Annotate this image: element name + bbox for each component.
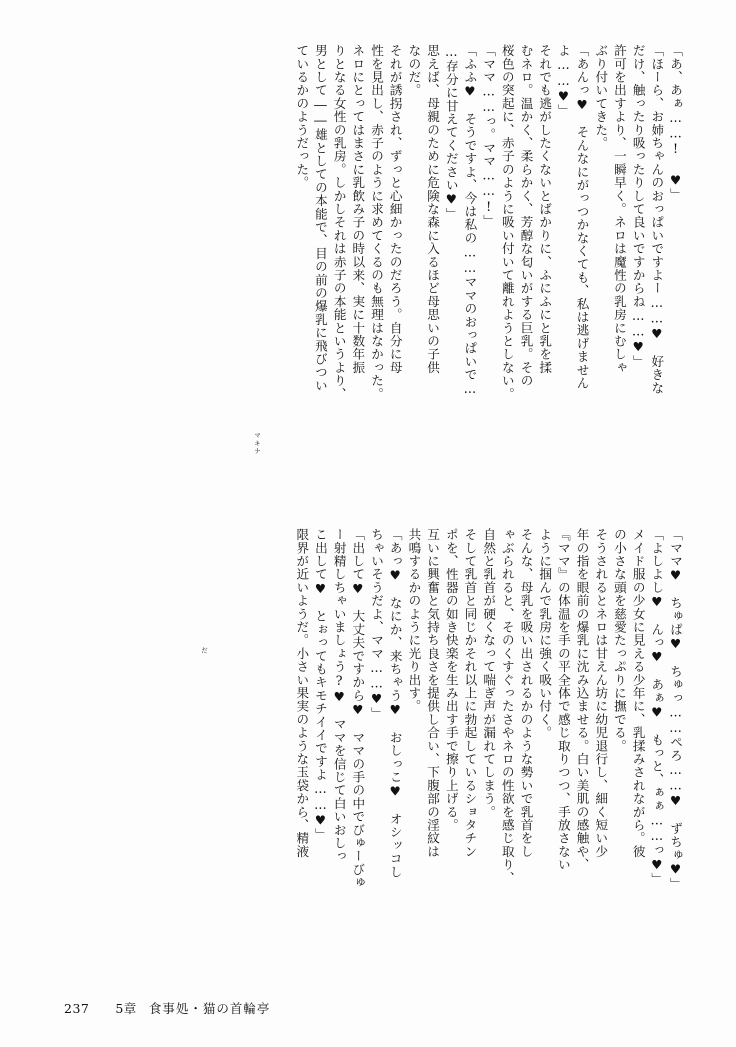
text-column: それでも逃がしたくないとばかりに、ふにふにと乳を揉 — [537, 44, 553, 374]
text-column: こ出して♥ とぉってもキモチイイですよ……♥」 — [312, 528, 328, 842]
text-block-upper — [289, 44, 681, 504]
text-column: 「ほーら、お姉ちゃんのおっぱいですよー……♥ 好きな — [649, 44, 665, 395]
ruby-annotation: マキナ — [253, 432, 261, 456]
text-column: 自然と乳首が硬くなって喘ぎ声が漏れてしまう。 — [481, 528, 497, 819]
text-column: そして乳首と同じかそれ以上に勃起しているショタチン — [462, 528, 478, 858]
text-column: そんな、母乳を吸い出されるかのような勢いで乳首をし — [518, 528, 534, 858]
text-column: 思えば、母親のために危険な森に入るほど母思いの子供 — [425, 44, 441, 374]
text-column: よ……♥」 — [555, 44, 571, 118]
text-column: 限界が近いようだ。小さい果実のような玉袋から、精液 — [294, 528, 310, 858]
text-column: りとなる女性の乳房。しかしそれは赤子の本能というより、 — [331, 44, 347, 401]
text-column: 「ママ♥ ちゅぱ♥ ちゅっ……ぺろ……♥ ずちゅ♥」 — [668, 528, 683, 891]
text-column: 許可を出すより、一瞬早く。ネロは魔性の乳房にむしゃ — [611, 44, 627, 374]
text-column: …存分に甘えてください♥」 — [443, 44, 459, 221]
text-column: 共鳴するかのように光り出す。 — [406, 528, 422, 713]
ruby-annotation: だ — [200, 647, 208, 655]
text-column: ぶり付いてきた。 — [593, 44, 609, 150]
text-column: ているかのようだった。 — [294, 44, 310, 190]
text-column: 『ママ』の体温を手の平全体で感じ取りつつ、手放さない — [555, 528, 571, 872]
text-column: 「あんっ♥ そんなにがっつかなくても、私は逃げません — [574, 44, 590, 390]
page-number: 237 — [64, 1001, 90, 1016]
text-column: そうされるとネロは甘えん坊に幼児退行し、細く短い少 — [593, 528, 609, 858]
text-column: 桜色の突起に、赤子のように吸い付いて離れようとしない。 — [499, 44, 515, 401]
text-column: むネロ。温かく、柔らかく、芳醇な匂いがする巨乳。その — [518, 44, 534, 388]
chapter-title: 食事処・猫の首輪亭 — [148, 1001, 271, 1016]
page-footer — [64, 999, 270, 1017]
text-column: 年の指を眼前の爆乳に沈み込ませる。白い美肌の感触や、 — [574, 528, 590, 872]
text-column: 「ママ……っ。ママ……!」 — [481, 44, 497, 228]
text-column: 「よしよし♥ んっ♥ あぁ♥ もっと、ぁぁ……っ♥」 — [649, 528, 665, 886]
text-column: 「ふふ♥ そうですよ、今は私の……ママのおっぱいで… — [462, 44, 478, 397]
text-column: ポを、性器の如き快楽を生み出す手で擦り上げる。 — [443, 528, 459, 832]
text-column: それが誘拐され、ずっと心細かったのだろう。自分に母 — [387, 44, 403, 374]
text-column: 男として――雄としての本能で、目の前の爆乳に飛びつい — [312, 44, 328, 392]
chapter-number: 5章 — [115, 1001, 137, 1016]
text-column: なのだ。 — [406, 44, 422, 97]
text-column: 互いに興奮と気持ち良さを提供し合い、下腹部の淫紋は — [425, 528, 441, 858]
text-column: ちゃいそうだよ、ママ……♥」 — [369, 528, 384, 720]
text-column: ー射精しちゃいましょう?♥ ママを信じて白いおしっ — [331, 528, 347, 863]
text-column: の小さな頭を慈愛たっぷりに撫でる。 — [611, 528, 627, 753]
text-column: 「あ、あぁ……! ♥」 — [668, 44, 683, 202]
text-block-lower — [289, 528, 681, 958]
text-column: ように掴んで乳房に強く吸い付く。 — [537, 528, 553, 740]
text-column: ゃぶられると、そのくすぐったさやネロの性欲を感じ取り、 — [499, 528, 515, 885]
text-column: メイド服の少女に見える少年に、乳揉みされながら。彼 — [630, 528, 646, 858]
text-column: だけ、触ったり吸ったりして良いですからね……♥」 — [630, 44, 646, 368]
text-column: ネロにとってはまさに乳飲み子の時以来、実に十数年振 — [350, 44, 366, 374]
text-column: 「出して♥ 大丈夫ですから♥ ママの手の中でびゅーびゅ — [350, 528, 366, 890]
text-column: 「あっ♥ なにか、来ちゃう♥ おしっこ♥ オシッコし — [387, 528, 403, 879]
text-column: 性を見出し、赤子のように求めてくるのも無理はなかった。 — [369, 44, 384, 401]
